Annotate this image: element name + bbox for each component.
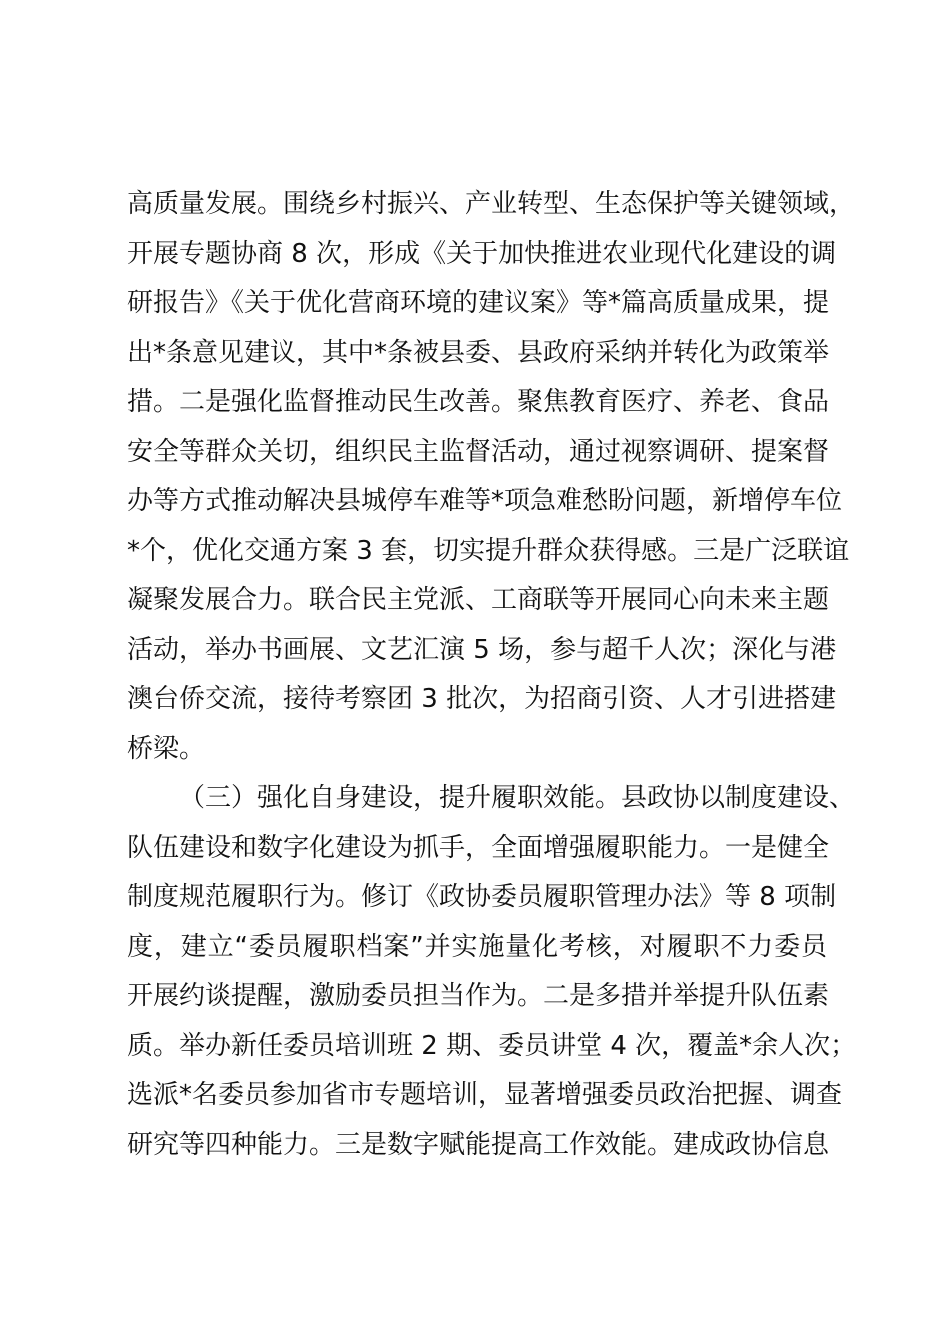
paragraph-line-5: 措。二是强化监督推动民生改善。聚焦教育医疗、养老、食品: [127, 387, 830, 417]
paragraph-line-18: 质。举办新任委员培训班 2 期、委员讲堂 4 次，覆盖*余人次；: [127, 1030, 857, 1061]
paragraph-line-4: 出*条意见建议，其中*条被县委、县政府采纳并转化为政策举: [127, 337, 830, 368]
paragraph-line-10: 活动，举办书画展、文艺汇演 5 场，参与超千人次；深化与港: [127, 634, 837, 665]
section-heading-line: （三）强化自身建设，提升履职效能。县政协以制度建设、: [179, 783, 856, 813]
paragraph-line-2: 开展专题协商 8 次，形成《关于加快推进农业现代化建设的调: [127, 238, 837, 269]
paragraph-line-19: 选派*名委员参加省市专题培训，显著增强委员政治把握、调查: [127, 1080, 843, 1110]
paragraph-line-7: 办等方式推动解决县城停车难等*项急难愁盼问题，新增停车位: [127, 486, 843, 516]
paragraph-line-9: 凝聚发展合力。联合民主党派、工商联等开展同心向未来主题: [127, 585, 830, 615]
paragraph-line-6: 安全等群众关切，组织民主监督活动，通过视察调研、提案督: [127, 436, 830, 467]
paragraph-line-16: 度，建立“委员履职档案”并实施量化考核，对履职不力委员: [127, 931, 827, 962]
body-text: [127, 180, 857, 1170]
paragraph-line-17: 开展约谈提醒，激励委员担当作为。二是多措并举提升队伍素: [127, 981, 830, 1011]
paragraph-line-12: 桥梁。: [127, 733, 206, 764]
paragraph-line-11: 澳台侨交流，接待考察团 3 批次，为招商引资、人才引进搭建: [127, 684, 837, 714]
paragraph-line-20: 研究等四种能力。三是数字赋能提高工作效能。建成政协信息: [127, 1129, 830, 1160]
paragraph-line-1: 高质量发展。围绕乡村振兴、产业转型、生态保护等关键领域，: [127, 189, 856, 219]
paragraph-line-15: 制度规范履职行为。修订《政协委员履职管理办法》等 8 项制: [127, 882, 837, 912]
paragraph-line-8: *个，优化交通方案 3 套，切实提升群众获得感。三是广泛联谊: [127, 535, 850, 566]
paragraph-line-14: 队伍建设和数字化建设为抓手，全面增强履职能力。一是健全: [127, 832, 830, 863]
paragraph-line-3: 研报告》《关于优化营商环境的建议案》等*篇高质量成果，提: [127, 288, 830, 318]
